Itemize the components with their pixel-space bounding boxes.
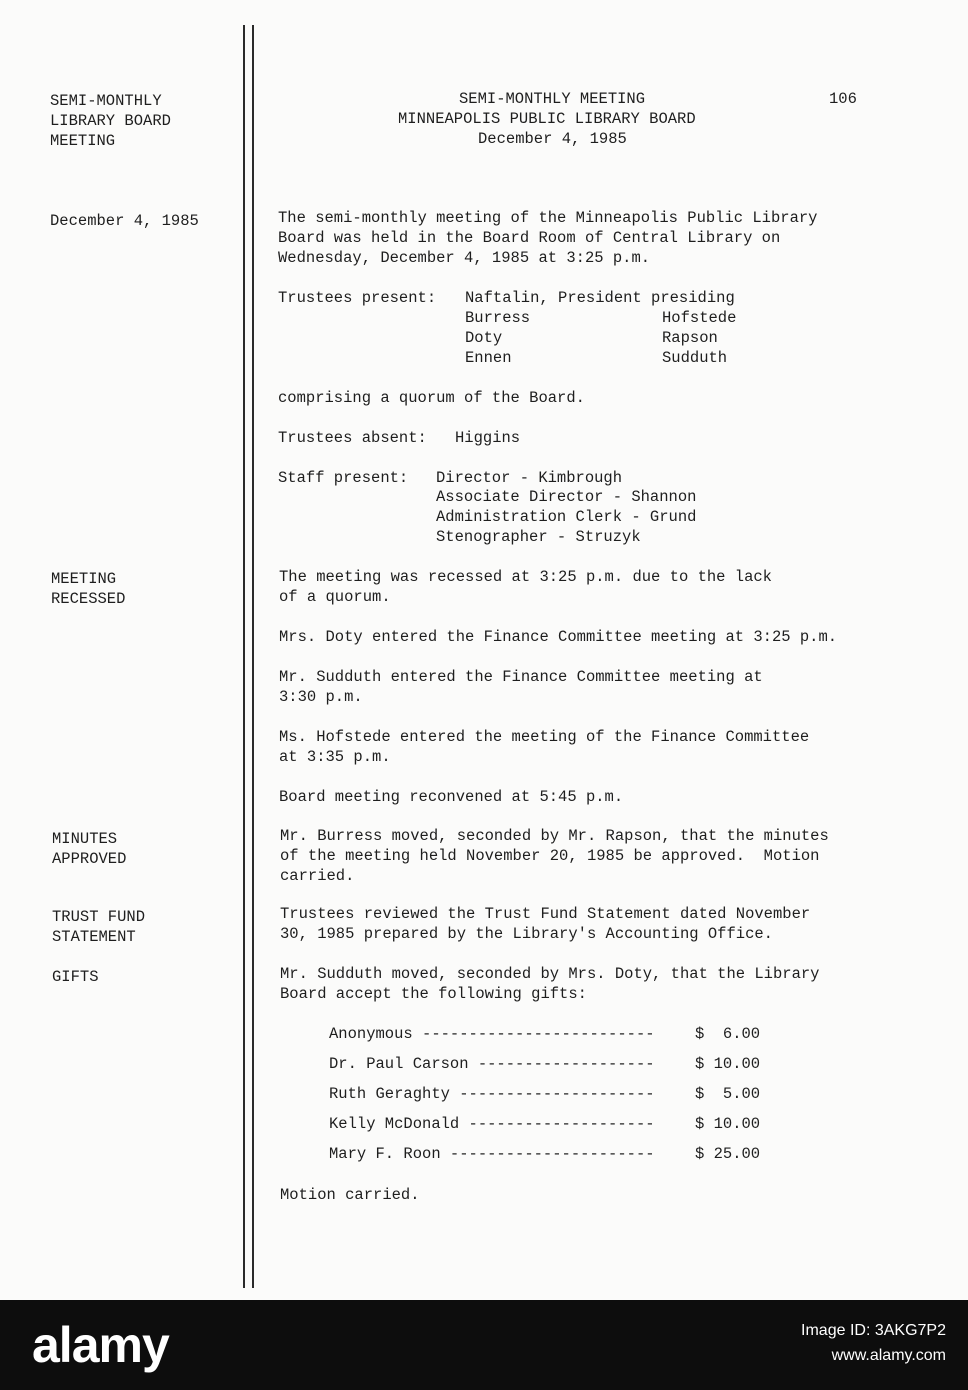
trustee-name: Naftalin, President presiding xyxy=(465,289,735,307)
gift-donor: Anonymous ------------------------- xyxy=(329,1025,655,1043)
minutes-line-3: carried. xyxy=(280,867,355,885)
minutes-line-1: Mr. Burress moved, seconded by Mr. Rapson, that the minutes xyxy=(280,827,829,845)
gifts-motion-2: Board accept the following gifts: xyxy=(280,985,587,1003)
margin-note-header-1: SEMI-MONTHLY xyxy=(50,92,162,110)
quorum-text: comprising a quorum of the Board. xyxy=(278,389,585,407)
staff-member: Director - Kimbrough xyxy=(436,469,623,487)
gift-donor: Mary F. Roon ---------------------- xyxy=(329,1145,655,1163)
trustee-name: Ennen xyxy=(465,349,512,367)
trustees-present-label: Trustees present: xyxy=(278,289,437,307)
margin-note-header-3: MEETING xyxy=(50,132,116,150)
trustee-name: Hofstede xyxy=(662,309,737,327)
margin-note-trust-1: TRUST FUND xyxy=(52,908,146,926)
recessed-line-2: of a quorum. xyxy=(279,588,391,606)
alamy-logo: alamy xyxy=(32,1317,169,1373)
image-id: Image ID: 3AKG7P2 xyxy=(801,1322,946,1339)
minutes-line-2: of the meeting held November 20, 1985 be approved. Motion xyxy=(280,847,820,865)
hofstede-entry-1: Ms. Hofstede entered the meeting of the Finance Committee xyxy=(279,728,810,746)
staff-present-label: Staff present: xyxy=(278,469,409,487)
trust-line-2: 30, 1985 prepared by the Library's Accounting Office. xyxy=(280,925,773,943)
gift-amount: $ 25.00 xyxy=(695,1145,761,1163)
staff-member: Administration Clerk - Grund xyxy=(436,508,697,526)
trust-line-1: Trustees reviewed the Trust Fund Statement dated November xyxy=(280,905,811,923)
hofstede-entry-2: at 3:35 p.m. xyxy=(279,748,391,766)
margin-note-minutes-2: APPROVED xyxy=(52,850,127,868)
header-title-1: SEMI-MONTHLY MEETING xyxy=(459,90,646,108)
reconvened-text: Board meeting reconvened at 5:45 p.m. xyxy=(279,788,624,806)
gift-donor: Ruth Geraghty --------------------- xyxy=(329,1085,655,1103)
gift-donor: Kelly McDonald -------------------- xyxy=(329,1115,655,1133)
gift-amount: $ 10.00 xyxy=(695,1055,761,1073)
sudduth-entry-1: Mr. Sudduth entered the Finance Committee meeting at xyxy=(279,668,763,686)
margin-note-recessed-1: MEETING xyxy=(51,570,117,588)
margin-note-gifts: GIFTS xyxy=(52,968,99,986)
doty-entry: Mrs. Doty entered the Finance Committee meeting at 3:25 p.m. xyxy=(279,628,838,646)
header-date: December 4, 1985 xyxy=(478,130,627,148)
trustee-name: Rapson xyxy=(662,329,718,347)
margin-note-recessed-2: RECESSED xyxy=(51,590,126,608)
margin-rule-left xyxy=(243,25,245,1288)
sudduth-entry-2: 3:30 p.m. xyxy=(279,688,363,706)
recessed-line-1: The meeting was recessed at 3:25 p.m. due to the lack xyxy=(279,568,772,586)
staff-member: Stenographer - Struzyk xyxy=(436,528,641,546)
trustees-absent-label: Trustees absent: xyxy=(278,429,427,447)
gift-donor: Dr. Paul Carson ------------------- xyxy=(329,1055,655,1073)
gift-amount: $ 10.00 xyxy=(695,1115,761,1133)
intro-line-2: Board was held in the Board Room of Central Library on xyxy=(278,229,781,247)
gift-amount: $ 5.00 xyxy=(695,1085,761,1103)
trustee-name: Sudduth xyxy=(662,349,728,367)
staff-member: Associate Director - Shannon xyxy=(436,488,697,506)
header-title-2: MINNEAPOLIS PUBLIC LIBRARY BOARD xyxy=(398,110,696,128)
trustee-name: Burress xyxy=(465,309,531,327)
trustee-name: Doty xyxy=(465,329,503,347)
page-number: 106 xyxy=(829,90,857,108)
margin-note-minutes-1: MINUTES xyxy=(52,830,118,848)
site-url: www.alamy.com xyxy=(831,1347,946,1364)
margin-rule-right xyxy=(252,25,254,1288)
gift-amount: $ 6.00 xyxy=(695,1025,761,1043)
gifts-motion-1: Mr. Sudduth moved, seconded by Mrs. Doty, that the Library xyxy=(280,965,820,983)
trustee-absent-name: Higgins xyxy=(455,429,521,447)
margin-note-date: December 4, 1985 xyxy=(50,212,199,230)
margin-note-trust-2: STATEMENT xyxy=(52,928,136,946)
intro-line-1: The semi-monthly meeting of the Minneapolis Public Library xyxy=(278,209,818,227)
intro-line-3: Wednesday, December 4, 1985 at 3:25 p.m. xyxy=(278,249,651,267)
closing-motion: Motion carried. xyxy=(280,1186,420,1204)
margin-note-header-2: LIBRARY BOARD xyxy=(50,112,171,130)
